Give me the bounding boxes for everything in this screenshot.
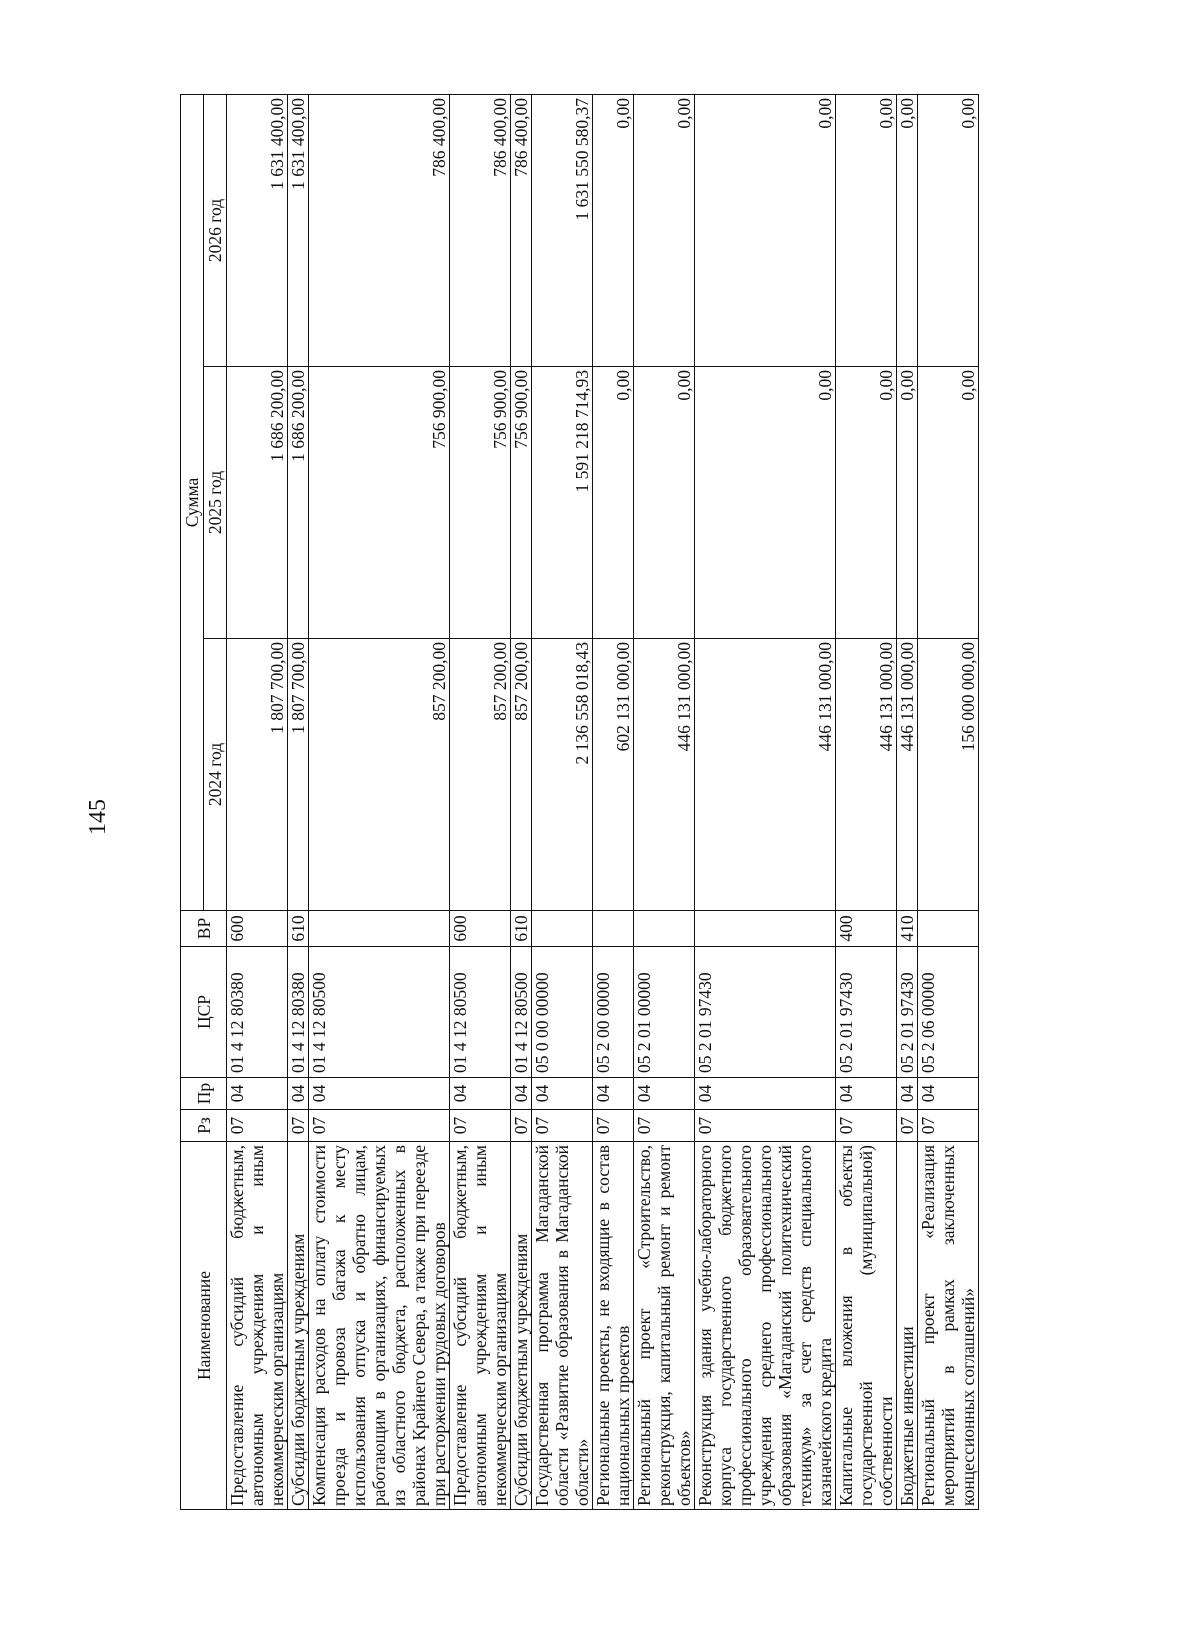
cell-vr (593, 911, 634, 947)
cell-csr: 01 4 12 80380 (288, 947, 309, 1078)
cell-sum-2024: 857 200,00 (450, 639, 511, 911)
header-year-2026: 2026 год (204, 94, 227, 366)
cell-sum-2025: 0,00 (695, 367, 836, 639)
cell-sum-2025: 1 686 200,00 (227, 367, 288, 639)
cell-pr: 04 (897, 1078, 918, 1110)
header-sum: Сумма (181, 94, 204, 910)
table-row (532, 94, 593, 1509)
cell-sum-2025: 0,00 (593, 367, 634, 639)
cell-sum-2026: 1 631 400,00 (227, 94, 288, 366)
cell-vr (918, 911, 979, 947)
header-pr: Пр (181, 1078, 227, 1110)
cell-pr: 04 (695, 1078, 836, 1110)
cell-rz: 07 (634, 1110, 695, 1142)
header-csr: ЦСР (181, 947, 227, 1078)
cell-pr: 04 (227, 1078, 288, 1110)
cell-rz: 07 (593, 1110, 634, 1142)
table-row (695, 94, 836, 1509)
cell-rz: 07 (288, 1110, 309, 1142)
cell-csr: 01 4 12 80500 (450, 947, 511, 1078)
cell-csr: 05 2 01 97430 (897, 947, 918, 1078)
cell-sum-2025: 756 900,00 (450, 367, 511, 639)
cell-rz: 07 (309, 1110, 450, 1142)
cell-csr: 05 2 01 97430 (695, 947, 836, 1078)
cell-sum-2025: 0,00 (634, 367, 695, 639)
page-number: 145 (85, 799, 111, 835)
cell-sum-2026: 0,00 (836, 94, 897, 366)
cell-pr: 04 (288, 1078, 309, 1110)
budget-table (180, 94, 979, 1510)
cell-vr: 600 (227, 911, 288, 947)
cell-csr: 05 2 00 00000 (593, 947, 634, 1078)
cell-sum-2025: 0,00 (836, 367, 897, 639)
cell-pr: 04 (634, 1078, 695, 1110)
header-vr: ВР (181, 911, 227, 947)
table-row (897, 94, 918, 1509)
cell-sum-2024: 446 131 000,00 (836, 639, 897, 911)
cell-sum-2024: 446 131 000,00 (897, 639, 918, 911)
cell-rz: 07 (511, 1110, 532, 1142)
table-row (450, 94, 511, 1509)
cell-name: Региональный проект «Реализация мероприятий в рамках заключенных концессионных соглашений» (918, 1142, 979, 1510)
cell-sum-2026: 1 631 400,00 (288, 94, 309, 366)
cell-sum-2026: 786 400,00 (511, 94, 532, 366)
cell-sum-2026: 786 400,00 (309, 94, 450, 366)
cell-name: Капитальные вложения в объекты государственной (муниципальной) собственности (836, 1142, 897, 1510)
cell-vr (634, 911, 695, 947)
cell-sum-2025: 1 591 218 714,93 (532, 367, 593, 639)
cell-sum-2026: 0,00 (634, 94, 695, 366)
cell-vr: 600 (450, 911, 511, 947)
cell-vr (695, 911, 836, 947)
cell-sum-2025: 756 900,00 (309, 367, 450, 639)
cell-name: Реконструкция здания учебно-лабораторного корпуса государственного бюджетного профессионального образовательного учреждения среднего профессионального образования «Магаданский политехнический техникум» за счет средств специального казначейского кредита (695, 1142, 836, 1510)
cell-csr: 01 4 12 80500 (309, 947, 450, 1078)
cell-csr: 05 2 01 97430 (836, 947, 897, 1078)
cell-rz: 07 (836, 1110, 897, 1142)
cell-pr: 04 (836, 1078, 897, 1110)
budget-table-rotated-container (180, 95, 995, 1510)
cell-name: Предоставление субсидий бюджетным, автономным учреждениям и иным некоммерческим организациям (450, 1142, 511, 1510)
header-year-2025: 2025 год (204, 367, 227, 639)
cell-sum-2026: 0,00 (897, 94, 918, 366)
cell-pr: 04 (918, 1078, 979, 1110)
cell-name: Региональные проекты, не входящие в состав национальных проектов (593, 1142, 634, 1510)
cell-vr: 610 (288, 911, 309, 947)
table-body (227, 94, 979, 1509)
table-row (593, 94, 634, 1509)
cell-sum-2024: 446 131 000,00 (695, 639, 836, 911)
cell-sum-2024: 2 136 558 018,43 (532, 639, 593, 911)
cell-name: Субсидии бюджетным учреждениям (288, 1142, 309, 1510)
cell-name: Государственная программа Магаданской области «Развитие образования в Магаданской области» (532, 1142, 593, 1510)
cell-rz: 07 (897, 1110, 918, 1142)
cell-sum-2025: 0,00 (897, 367, 918, 639)
cell-name: Предоставление субсидий бюджетным, автономным учреждениям и иным некоммерческим организациям (227, 1142, 288, 1510)
cell-sum-2025: 1 686 200,00 (288, 367, 309, 639)
cell-sum-2024: 857 200,00 (309, 639, 450, 911)
cell-pr: 04 (450, 1078, 511, 1110)
table-row (511, 94, 532, 1509)
cell-csr: 05 2 06 00000 (918, 947, 979, 1078)
header-row-1 (181, 94, 204, 1509)
table-row (634, 94, 695, 1509)
table-row (918, 94, 979, 1509)
cell-name: Бюджетные инвестиции (897, 1142, 918, 1510)
cell-rz: 07 (918, 1110, 979, 1142)
cell-pr: 04 (593, 1078, 634, 1110)
cell-pr: 04 (511, 1078, 532, 1110)
header-rz: Рз (181, 1110, 227, 1142)
cell-sum-2024: 156 000 000,00 (918, 639, 979, 911)
header-year-2024: 2024 год (204, 639, 227, 911)
cell-pr: 04 (532, 1078, 593, 1110)
header-name: Наименование (181, 1142, 227, 1510)
table-row (836, 94, 897, 1509)
cell-sum-2024: 446 131 000,00 (634, 639, 695, 911)
table-row (309, 94, 450, 1509)
cell-vr: 410 (897, 911, 918, 947)
table-row (227, 94, 288, 1509)
cell-sum-2025: 756 900,00 (511, 367, 532, 639)
cell-sum-2026: 0,00 (695, 94, 836, 366)
table-row (288, 94, 309, 1509)
cell-sum-2026: 786 400,00 (450, 94, 511, 366)
cell-vr (532, 911, 593, 947)
cell-sum-2025: 0,00 (918, 367, 979, 639)
cell-rz: 07 (450, 1110, 511, 1142)
cell-rz: 07 (532, 1110, 593, 1142)
cell-csr: 01 4 12 80380 (227, 947, 288, 1078)
cell-sum-2024: 1 807 700,00 (288, 639, 309, 911)
cell-vr: 610 (511, 911, 532, 947)
cell-rz: 07 (227, 1110, 288, 1142)
cell-sum-2026: 1 631 550 580,37 (532, 94, 593, 366)
cell-csr: 01 4 12 80500 (511, 947, 532, 1078)
cell-csr: 05 2 01 00000 (634, 947, 695, 1078)
cell-name: Региональный проект «Строительство, реконструкция, капитальный ремонт и ремонт объектов» (634, 1142, 695, 1510)
cell-sum-2024: 1 807 700,00 (227, 639, 288, 911)
cell-sum-2026: 0,00 (593, 94, 634, 366)
cell-rz: 07 (695, 1110, 836, 1142)
cell-name: Субсидии бюджетным учреждениям (511, 1142, 532, 1510)
cell-name: Компенсация расходов на оплату стоимости проезда и провоза багажа к месту использования отпуска и обратно лицам, работающим в организациях, финансируемых из областного бюджета, расположенных в районах Крайнего Севера, а также при переезде при расторжении трудовых договоров (309, 1142, 450, 1510)
cell-vr: 400 (836, 911, 897, 947)
cell-pr: 04 (309, 1078, 450, 1110)
cell-sum-2024: 857 200,00 (511, 639, 532, 911)
cell-csr: 05 0 00 00000 (532, 947, 593, 1078)
cell-sum-2024: 602 131 000,00 (593, 639, 634, 911)
cell-sum-2026: 0,00 (918, 94, 979, 366)
cell-vr (309, 911, 450, 947)
